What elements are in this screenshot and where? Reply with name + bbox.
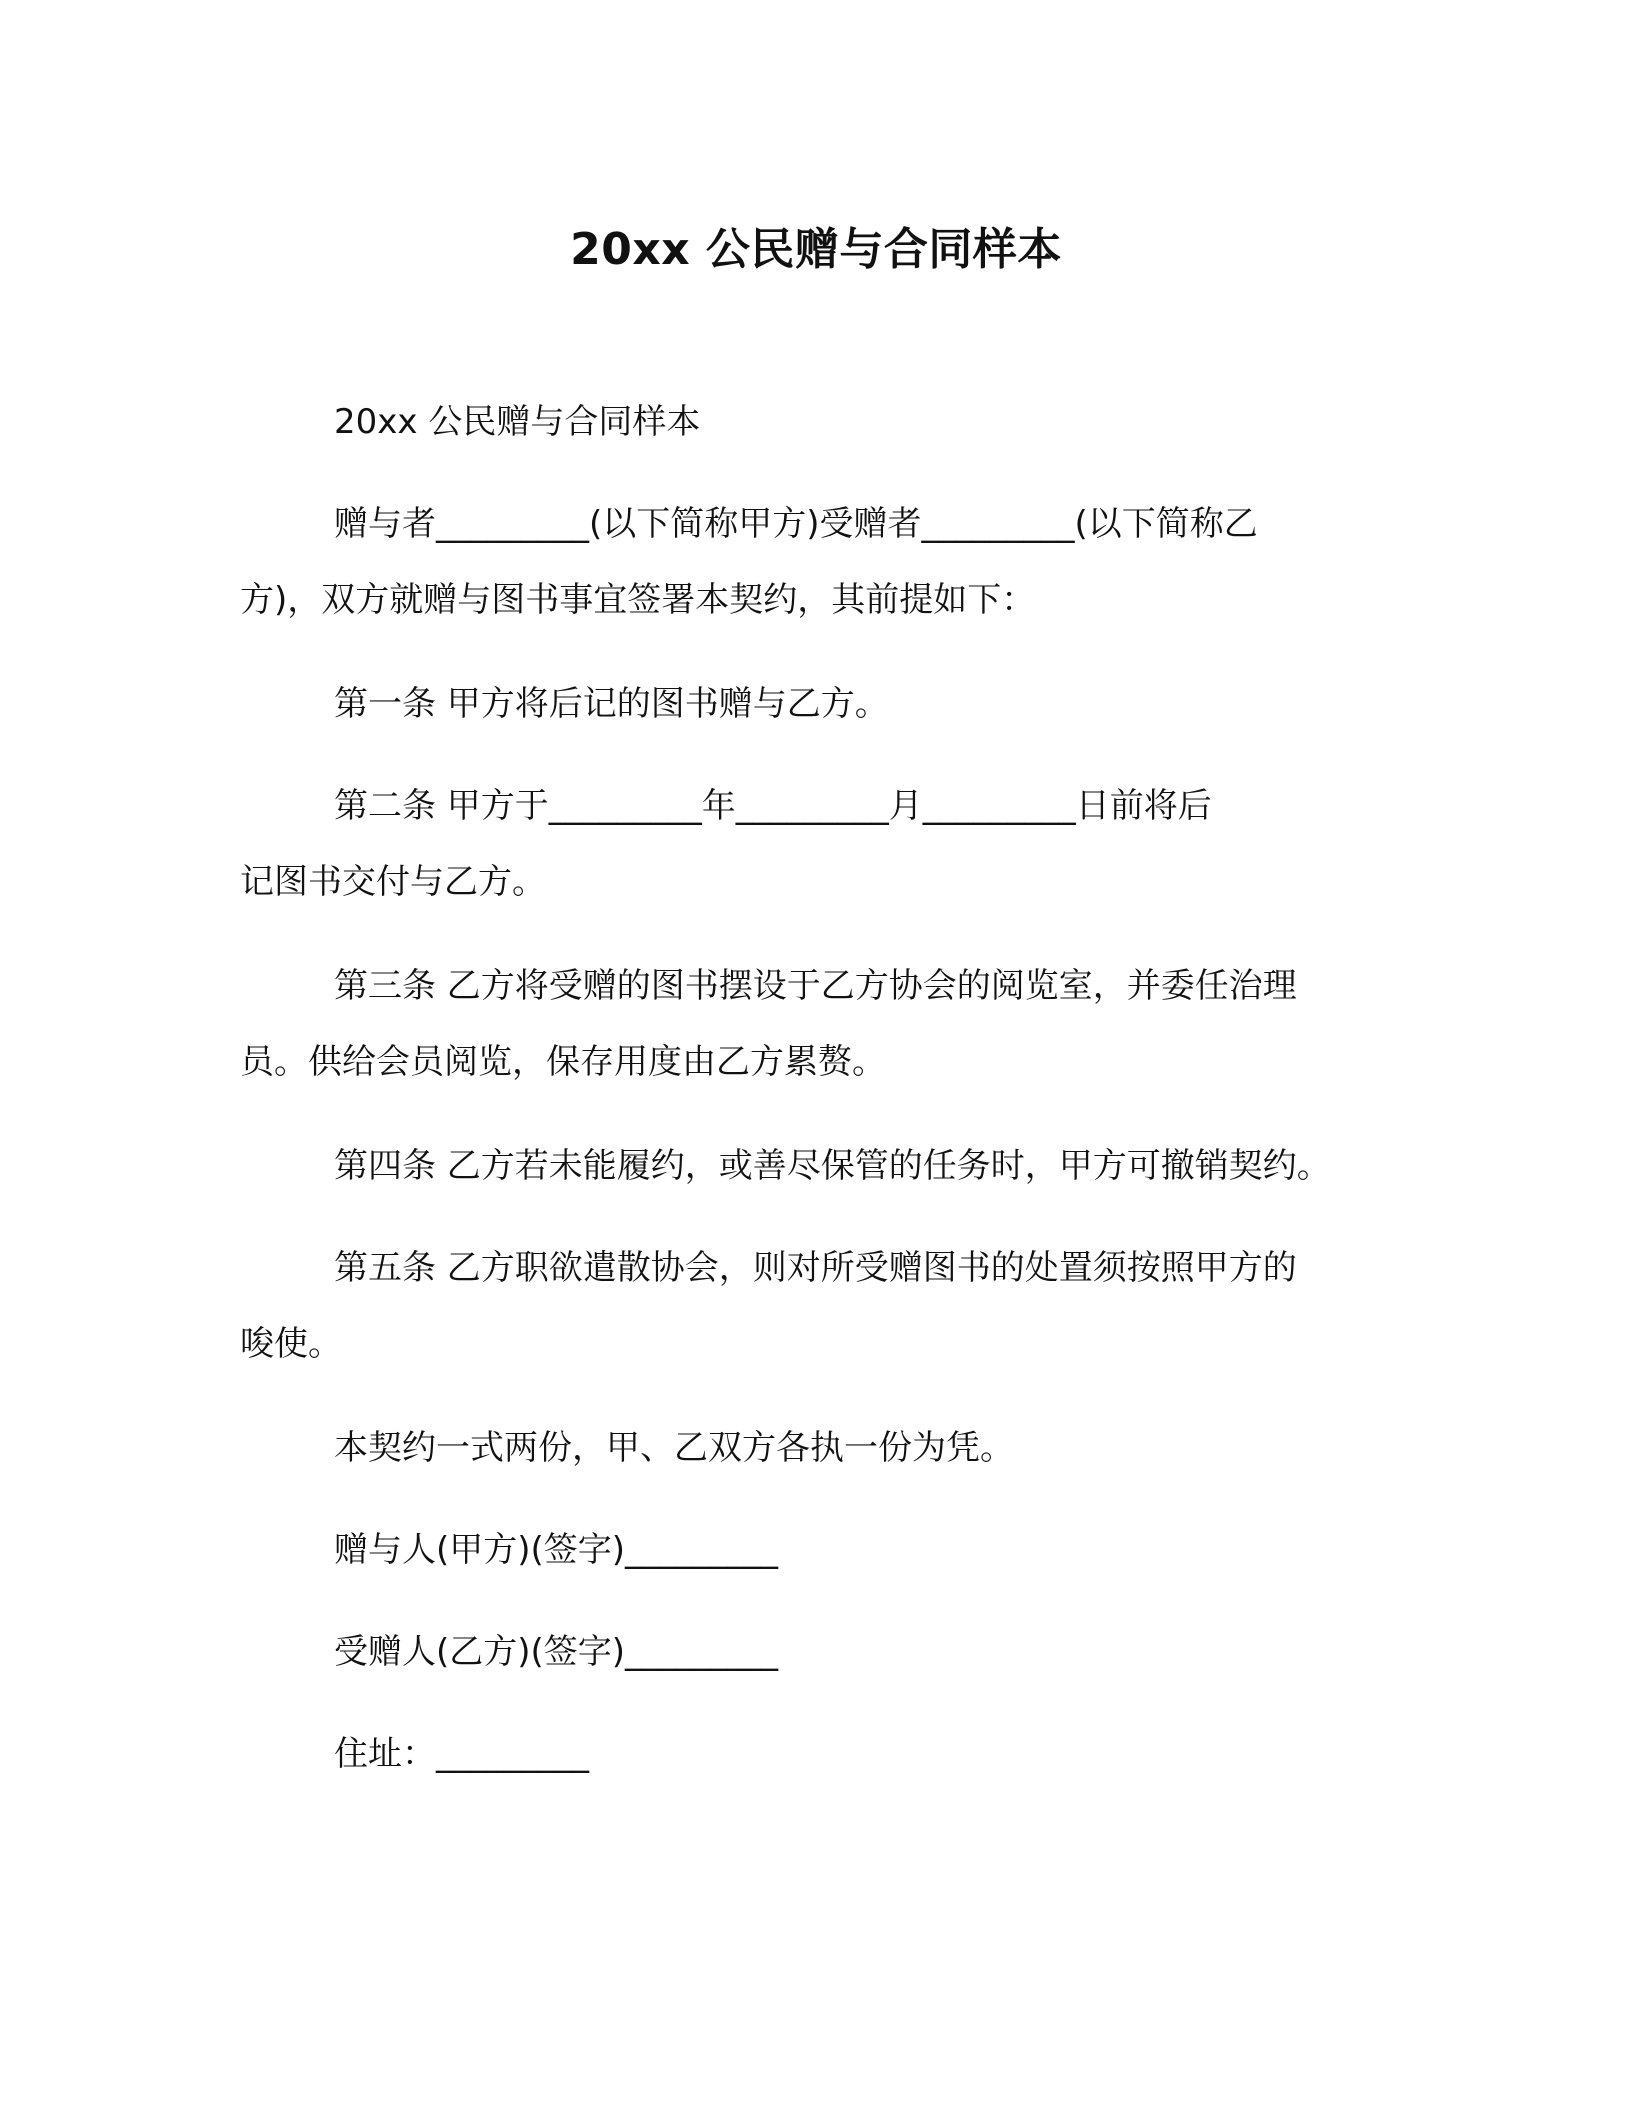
article-1-text: 第一条 甲方将后记的图书赠与乙方。 bbox=[334, 684, 889, 724]
article-2 bbox=[240, 768, 1400, 920]
copies-text: 本契约一式两份，甲、乙双方各执一份为凭。 bbox=[334, 1428, 1014, 1468]
address-text: 住址：_________ bbox=[334, 1734, 589, 1774]
article-5-line-2: 唆使。 bbox=[240, 1324, 342, 1364]
intro-paragraph bbox=[240, 486, 1400, 638]
intro-line-2: 方)，双方就赠与图书事宜签署本契约，其前提如下： bbox=[240, 580, 1036, 620]
article-4 bbox=[240, 1128, 1400, 1204]
article-5 bbox=[240, 1230, 1400, 1382]
donor-signature bbox=[240, 1512, 1400, 1588]
donee-signature bbox=[240, 1614, 1400, 1690]
document-title: 20xx 公民赠与合同样本 bbox=[570, 224, 1062, 275]
article-5-line-1: 第五条 乙方职欲遣散协会，则对所受赠图书的处置须按照甲方的 bbox=[334, 1248, 1297, 1288]
intro-line-1: 赠与者_________(以下简称甲方)受赠者_________(以下简称乙 bbox=[334, 504, 1258, 544]
copies-clause bbox=[240, 1410, 1400, 1486]
article-2-line-2: 记图书交付与乙方。 bbox=[240, 862, 546, 902]
donee-signature-text: 受赠人(乙方)(签字)_________ bbox=[334, 1632, 779, 1672]
address-line bbox=[240, 1716, 1400, 1792]
article-3 bbox=[240, 948, 1400, 1100]
article-4-text: 第四条 乙方若未能履约，或善尽保管的任务时，甲方可撤销契约。 bbox=[334, 1146, 1331, 1186]
subtitle-text: 20xx 公民赠与合同样本 bbox=[334, 402, 701, 442]
article-3-line-2: 员。供给会员阅览，保存用度由乙方累赘。 bbox=[240, 1042, 886, 1082]
article-2-line-1: 第二条 甲方于_________年_________月_________日前将后 bbox=[334, 786, 1212, 826]
article-3-line-1: 第三条 乙方将受赠的图书摆设于乙方协会的阅览室，并委任治理 bbox=[334, 966, 1297, 1006]
donor-signature-text: 赠与人(甲方)(签字)_________ bbox=[334, 1530, 779, 1570]
article-1 bbox=[240, 666, 1400, 742]
document-subtitle bbox=[240, 384, 1400, 460]
